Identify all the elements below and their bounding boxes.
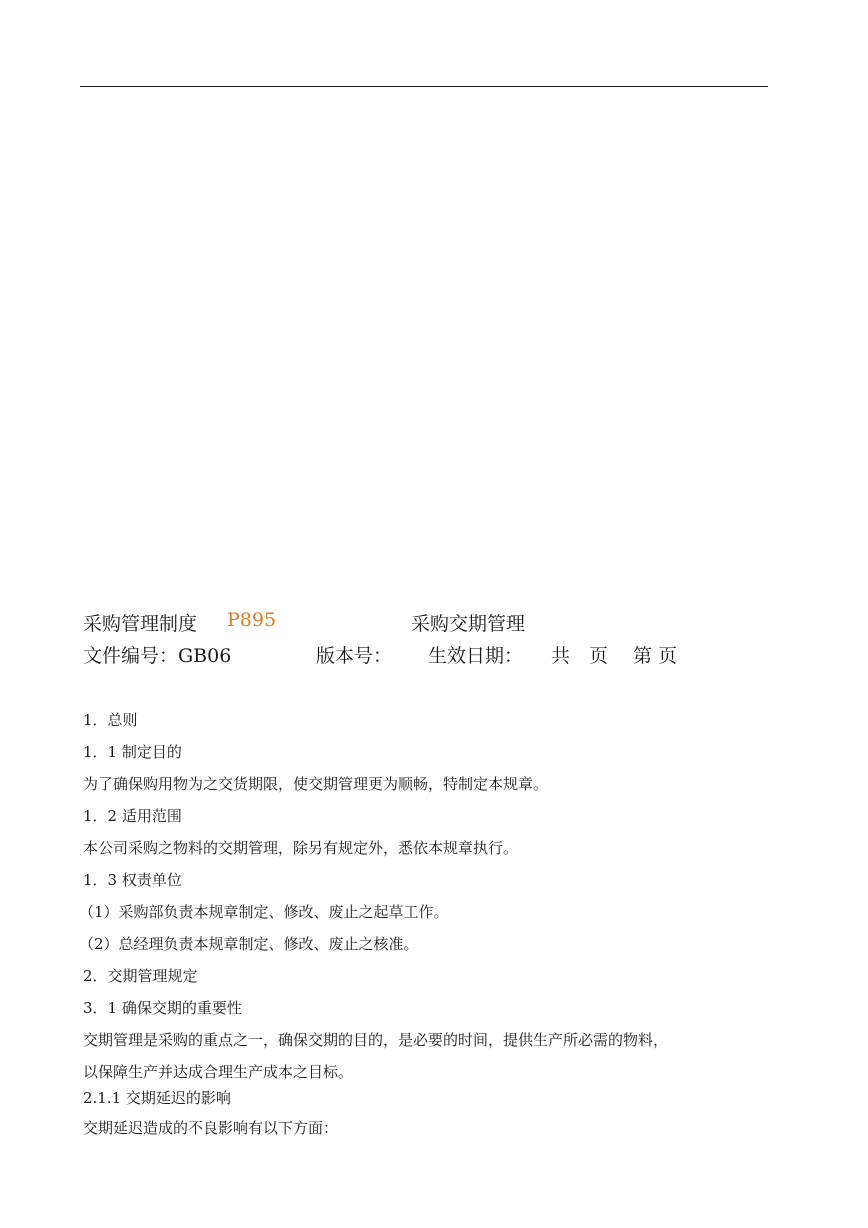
paragraph: 交期管理是采购的重点之一，确保交期的目的，是必要的时间，提供生产所必需的物料， xyxy=(83,1031,669,1049)
paragraph: 为了确保购用物为之交货期限，使交期管理更为顺畅，特制定本规章。 xyxy=(83,775,549,793)
paragraph: 交期延迟造成的不良影响有以下方面： xyxy=(83,1119,339,1137)
doc-title: 采购管理制度 xyxy=(83,613,198,635)
subsection-heading: 1．2 适用范围 xyxy=(83,807,182,825)
subsection-heading: 1．1 制定目的 xyxy=(83,743,182,761)
section-heading: 1．总则 xyxy=(83,711,138,729)
section-heading: 2．交期管理规定 xyxy=(83,967,198,985)
doc-code: P895 xyxy=(227,609,277,631)
paragraph: 以保障生产并达成合理生产成本之目标。 xyxy=(83,1063,354,1081)
header-rule xyxy=(80,86,768,87)
paragraph: 本公司采购之物料的交期管理，除另有规定外，悉依本规章执行。 xyxy=(83,839,519,857)
file-number: 文件编号：GB06 xyxy=(83,645,232,667)
subsection-heading: 2.1.1 交期延迟的影响 xyxy=(83,1089,231,1107)
doc-subject: 采购交期管理 xyxy=(411,613,526,635)
subsection-heading: 1．3 权责单位 xyxy=(83,871,182,889)
total-pages-label: 共 页 xyxy=(551,645,609,667)
list-item: （2）总经理负责本规章制定、修改、废止之核准。 xyxy=(79,935,419,953)
page-number-label: 第 页 xyxy=(633,645,678,667)
effective-date-label: 生效日期： xyxy=(428,645,524,667)
list-item: （1）采购部负责本规章制定、修改、废止之起草工作。 xyxy=(79,903,449,921)
subsection-heading: 3．1 确保交期的重要性 xyxy=(83,999,242,1017)
version-label: 版本号： xyxy=(316,645,393,667)
